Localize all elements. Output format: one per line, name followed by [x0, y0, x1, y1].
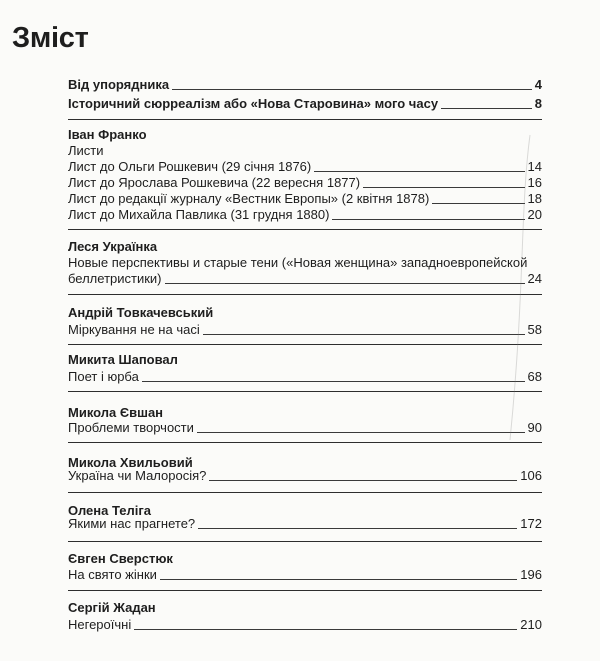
- author-heading: Євген Сверстюк: [68, 551, 173, 566]
- entry-title: Проблеми творчости: [68, 420, 194, 435]
- toc-entry[interactable]: [68, 369, 542, 385]
- subsection-title: Листи: [68, 143, 104, 158]
- entry-title: Лист до Ольги Рошкевич (29 січня 1876): [68, 159, 312, 174]
- section-divider: [68, 590, 542, 591]
- entry-title: Від упорядника: [68, 77, 170, 92]
- page-number: 20: [527, 207, 542, 222]
- dot-leader: [134, 629, 517, 630]
- page-number: 8: [534, 96, 542, 111]
- page-number: 4: [534, 77, 542, 92]
- page-number: 106: [520, 468, 542, 483]
- page-title: Зміст: [12, 22, 89, 54]
- page-number: 196: [520, 567, 542, 582]
- author-heading: Микита Шаповал: [68, 352, 178, 367]
- entry-title: Негероїчні: [68, 617, 132, 632]
- toc-entry[interactable]: [68, 468, 542, 484]
- author-heading: Микола Хвильовий: [68, 455, 193, 470]
- dot-leader: [203, 334, 525, 335]
- pencil-mark: [500, 130, 540, 450]
- entry-title: Лист до Михайла Павлика (31 грудня 1880): [68, 207, 330, 222]
- entry-title: беллетристики): [68, 271, 162, 286]
- toc-entry[interactable]: [68, 322, 542, 338]
- entry-title: Міркування не на часі: [68, 322, 200, 337]
- toc-entry-new-perspectives[interactable]: [68, 271, 542, 287]
- entry-title: Історичний сюрреалізм або «Нова Старовина» мого часу: [68, 96, 439, 111]
- dot-leader: [441, 108, 532, 109]
- dot-leader: [198, 528, 517, 529]
- section-divider: [68, 391, 542, 392]
- page-number: 210: [520, 617, 542, 632]
- entry-title: На свято жінки: [68, 567, 157, 582]
- toc-entry-letter[interactable]: [68, 175, 542, 191]
- page-number: 172: [520, 516, 542, 531]
- page-number: 16: [527, 175, 542, 190]
- page-number: 24: [527, 271, 542, 286]
- section-divider: [68, 119, 542, 120]
- dot-leader: [165, 283, 525, 284]
- entry-title-line[interactable]: Новые перспективы и старые тени («Новая женщина» западноевропейской: [68, 255, 528, 270]
- entry-title: Лист до редакції журналу «Вестник Европы» (2 квітня 1878): [68, 191, 430, 206]
- section-divider: [68, 442, 542, 443]
- toc-entry-letter[interactable]: [68, 207, 542, 223]
- author-heading: Леся Українка: [68, 239, 158, 254]
- section-divider: [68, 344, 542, 345]
- toc-entry[interactable]: [68, 420, 542, 436]
- toc-entry[interactable]: [68, 516, 542, 532]
- toc-entry[interactable]: [68, 567, 542, 583]
- author-heading: Олена Теліга: [68, 503, 151, 518]
- dot-leader: [314, 171, 524, 172]
- dot-leader: [209, 480, 517, 481]
- dot-leader: [172, 89, 532, 90]
- section-divider: [68, 294, 542, 295]
- dot-leader: [142, 381, 525, 382]
- page-number: 18: [527, 191, 542, 206]
- toc-entry-historical-surrealism[interactable]: [68, 96, 542, 112]
- entry-title: Україна чи Малоросія?: [68, 468, 207, 483]
- page-number: 68: [527, 369, 542, 384]
- entry-title: Лист до Ярослава Рошкевича (22 вересня 1877): [68, 175, 361, 190]
- section-divider: [68, 229, 542, 230]
- author-heading: Микола Євшан: [68, 405, 164, 420]
- dot-leader: [197, 432, 525, 433]
- toc-entry-letter[interactable]: [68, 191, 542, 207]
- dot-leader: [332, 219, 524, 220]
- section-divider: [68, 541, 542, 542]
- author-heading: Сергій Жадан: [68, 600, 156, 615]
- toc-entry[interactable]: [68, 617, 542, 633]
- entry-title: Якими нас прагнете?: [68, 516, 196, 531]
- entry-title: Поет і юрба: [68, 369, 139, 384]
- page-number: 90: [527, 420, 542, 435]
- page-number: 58: [527, 322, 542, 337]
- toc-entry-foreword[interactable]: [68, 77, 542, 93]
- section-divider: [68, 492, 542, 493]
- page-number: 14: [527, 159, 542, 174]
- author-heading: Іван Франко: [68, 127, 147, 142]
- dot-leader: [160, 579, 517, 580]
- author-heading: Андрій Товкачевський: [68, 305, 214, 320]
- toc-entry-letter[interactable]: [68, 159, 542, 175]
